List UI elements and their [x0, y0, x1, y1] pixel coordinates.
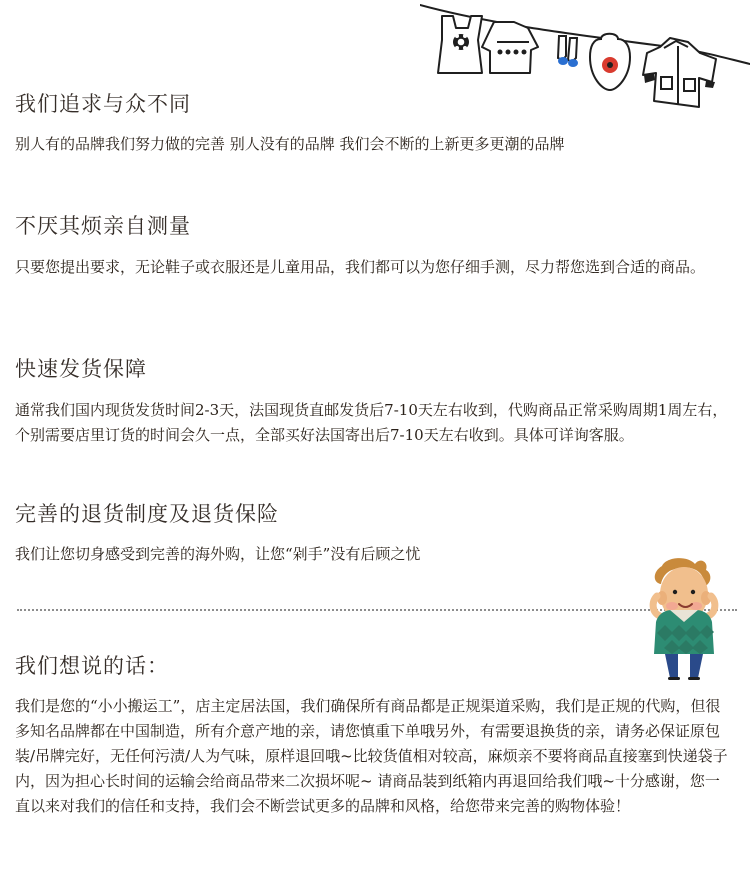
- baby-vest-icon: [438, 16, 482, 73]
- section-heading: 不厌其烦亲自测量: [15, 214, 191, 238]
- section-shipping: [15, 355, 735, 448]
- section-measurement: [15, 212, 735, 280]
- section-text: 我们是您的“小小搬运工”，店主定居法国，我们确保所有商品都是正规渠道采购，我们是正规的代购，但很多知名品牌都在中国制造，所有介意产地的亲，请您慎重下单哦另外，有需要退换货的亲，请务必保证原包装/吊牌完好，无任何污渍/人为气味，原样退回哦~比较货值相对较高，麻烦亲不要将商品直接塞到快递袋子内，因为担心长时间的运输会给商品带来二次损坏呢~ 请商品装到纸箱内再退回给我们哦~十分感谢，您一直以来对我们的信任和支持，我们会不断尝试更多的品牌和风格，给您带来完善的购物体验！: [15, 697, 728, 815]
- section-text: 我们让您切身感受到完善的海外购，让您“剁手”没有后顾之忧: [15, 545, 421, 563]
- section-message: [15, 652, 735, 819]
- section-returns: [15, 500, 735, 567]
- baby-socks-icon: [558, 36, 578, 67]
- section-heading: 完善的退货制度及退货保险: [15, 502, 279, 526]
- baby-bib-icon: [590, 34, 630, 90]
- section-heading: 快速发货保障: [15, 357, 147, 381]
- dotted-divider: [17, 609, 737, 611]
- section-text: 别人有的品牌我们努力做的完善 别人没有的品牌 我们会不断的上新更多更潮的品牌: [15, 135, 565, 153]
- section-distinct: [15, 90, 735, 157]
- section-heading: 我们想说的话：: [15, 654, 169, 678]
- section-text: 通常我们国内现货发货时间2-3天，法国现货直邮发货后7-10天左右收到，代购商品正常采购周期1周左右，个别需要店里订货的时间会久一点，全部买好法国寄出后7-10天左右收到。具体可详询客服。: [15, 401, 728, 444]
- baby-shirt-icon: [482, 22, 538, 73]
- section-heading: 我们追求与众不同: [15, 92, 191, 116]
- section-text: 只要您提出要求，无论鞋子或衣服还是儿童用品，我们都可以为您仔细手测，尽力帮您选到合适的商品。: [15, 258, 706, 276]
